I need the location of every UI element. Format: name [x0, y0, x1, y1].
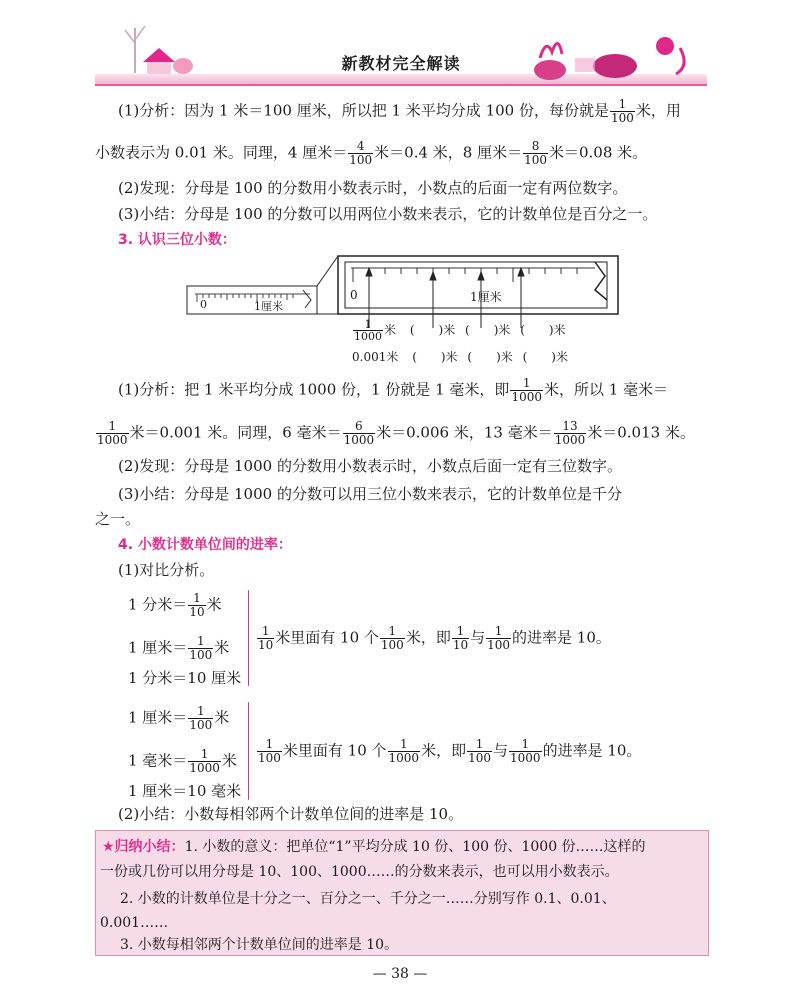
header-title: 新教材完全解读 — [341, 54, 461, 73]
summary-line4: 0.001…… — [100, 915, 169, 931]
g1-conclusion: $\frac{1}{10}$ 米里面有 10 个 $\frac{1}{100}$ 米，即 $\frac{1}{10}$ 与 $\frac{1}{100}$ 的进率是 10。 — [258, 624, 611, 652]
figure-row-decimal: 0.001米 ( )米 ( )米 ( )米 — [352, 350, 568, 364]
fraction-1-100: $\frac{1}{100}$ — [610, 97, 634, 125]
fraction-1-1000: $\frac{1}{1000}$ — [511, 376, 542, 404]
s3-discovery: (2)发现：分母是 1000 的分数用小数表示时，小数点后面一定有三位数字。 — [118, 457, 622, 475]
s2-analysis-line2: 小数表示为 0.01 米。同理，4 厘米＝ $\frac{4}{100}$ 米＝0.4 米，8 厘米＝ $\frac{8}{100}$ 米＝0.08 米。 — [95, 139, 648, 167]
summary-label: ★归纳小结： — [102, 839, 185, 855]
g2-conclusion: $\frac{1}{100}$ 米里面有 10 个 $\frac{1}{1000}$ 米，即 $\frac{1}{100}$ 与 $\frac{1}{1000}$ 的进率是 10。 — [258, 737, 642, 765]
summary-line5: 3. 小数每相邻两个计数单位间的进率是 10。 — [120, 937, 399, 953]
s2-summary: (3)小结：分母是 100 的分数可以用两位小数来表示，它的计数单位是百分之一。 — [118, 205, 658, 223]
big-ruler-zero: 0 — [350, 288, 358, 302]
g2-row2: 1 毫米＝ $\frac{1}{1000}$ 米 — [128, 747, 237, 775]
page-number: — 38 — — [372, 966, 428, 982]
g2-row1: 1 厘米＝ $\frac{1}{100}$ 米 — [128, 704, 230, 732]
summary-line2: 一份或几份可以用分母是 10、100、1000……的分数来表示，也可以用小数表示。 — [100, 864, 619, 880]
s3-analysis-line2: $\frac{1}{1000}$ 米＝0.001 米。同理，6 毫米＝ $\frac{6}{1000}$ 米＝0.006 米，13 毫米＝ $\frac{13}{1000}$ 米＝0.013 米。 — [97, 419, 695, 447]
small-ruler-zero: 0 — [200, 298, 207, 311]
header-banner — [95, 18, 707, 88]
s3-summary-cont: 之一。 — [95, 510, 141, 528]
s3-summary: (3)小结：分母是 1000 的分数可以用三位小数来表示，它的计数单位是千分 — [118, 485, 622, 503]
s4-heading: 4. 小数计数单位间的进率： — [118, 537, 292, 553]
g2-row3: 1 厘米＝10 毫米 — [128, 782, 242, 800]
blank-2[interactable]: ( )米 — [465, 323, 511, 337]
s4-summary: (2)小结：小数每相邻两个计数单位间的进率是 10。 — [118, 805, 464, 823]
blank-5[interactable]: ( )米 — [467, 350, 513, 364]
blank-3[interactable]: ( )米 — [520, 323, 566, 337]
s2-discovery: (2)发现：分母是 100 的分数用小数表示时，小数点的后面一定有两位数字。 — [118, 179, 628, 197]
big-ruler-label: 1厘米 — [470, 290, 502, 304]
s3-heading: 3. 认识三位小数： — [118, 232, 236, 248]
g1-row3: 1 分米＝10 厘米 — [128, 669, 242, 687]
fraction-8-100: $\frac{8}{100}$ — [524, 139, 547, 167]
fraction-4-100: $\frac{4}{100}$ — [349, 139, 373, 167]
summary-line3: 2. 小数的计数单位是十分之一、百分之一、千分之一……分别写作 0.1、0.01、 — [120, 891, 616, 907]
blank-1[interactable]: ( )米 — [409, 323, 456, 337]
g2-brace — [248, 702, 249, 800]
blank-4[interactable]: ( )米 — [412, 350, 458, 364]
g1-brace — [248, 590, 249, 686]
s4-compare-title: (1)对比分析。 — [118, 561, 215, 579]
g1-row1: 1 分米＝ $\frac{1}{10}$ 米 — [128, 591, 222, 619]
s2-analysis-line1: (1)分析：因为 1 米＝100 厘米，所以把 1 米平均分成 100 份，每份就是 $\frac{1}{100}$ 米，用 — [118, 97, 681, 125]
blank-6[interactable]: ( )米 — [522, 350, 568, 364]
s3-analysis-line1: (1)分析：把 1 米平均分成 1000 份，1 份就是 1 毫米，即 $\frac{1}{1000}$ 米，所以 1 毫米＝ — [118, 376, 669, 404]
figure-row-fraction: $\frac{1}{1000}$ 米 ( )米 ( )米 ( )米 — [354, 318, 566, 343]
small-ruler-label: 1厘米 — [254, 300, 283, 313]
summary-line1: ★归纳小结：1. 小数的意义：把单位“1”平均分成 10 份、100 份、1000 份……这样的 — [102, 839, 646, 855]
g1-row2: 1 厘米＝ $\frac{1}{100}$ 米 — [128, 634, 230, 662]
summary-box — [95, 830, 709, 956]
